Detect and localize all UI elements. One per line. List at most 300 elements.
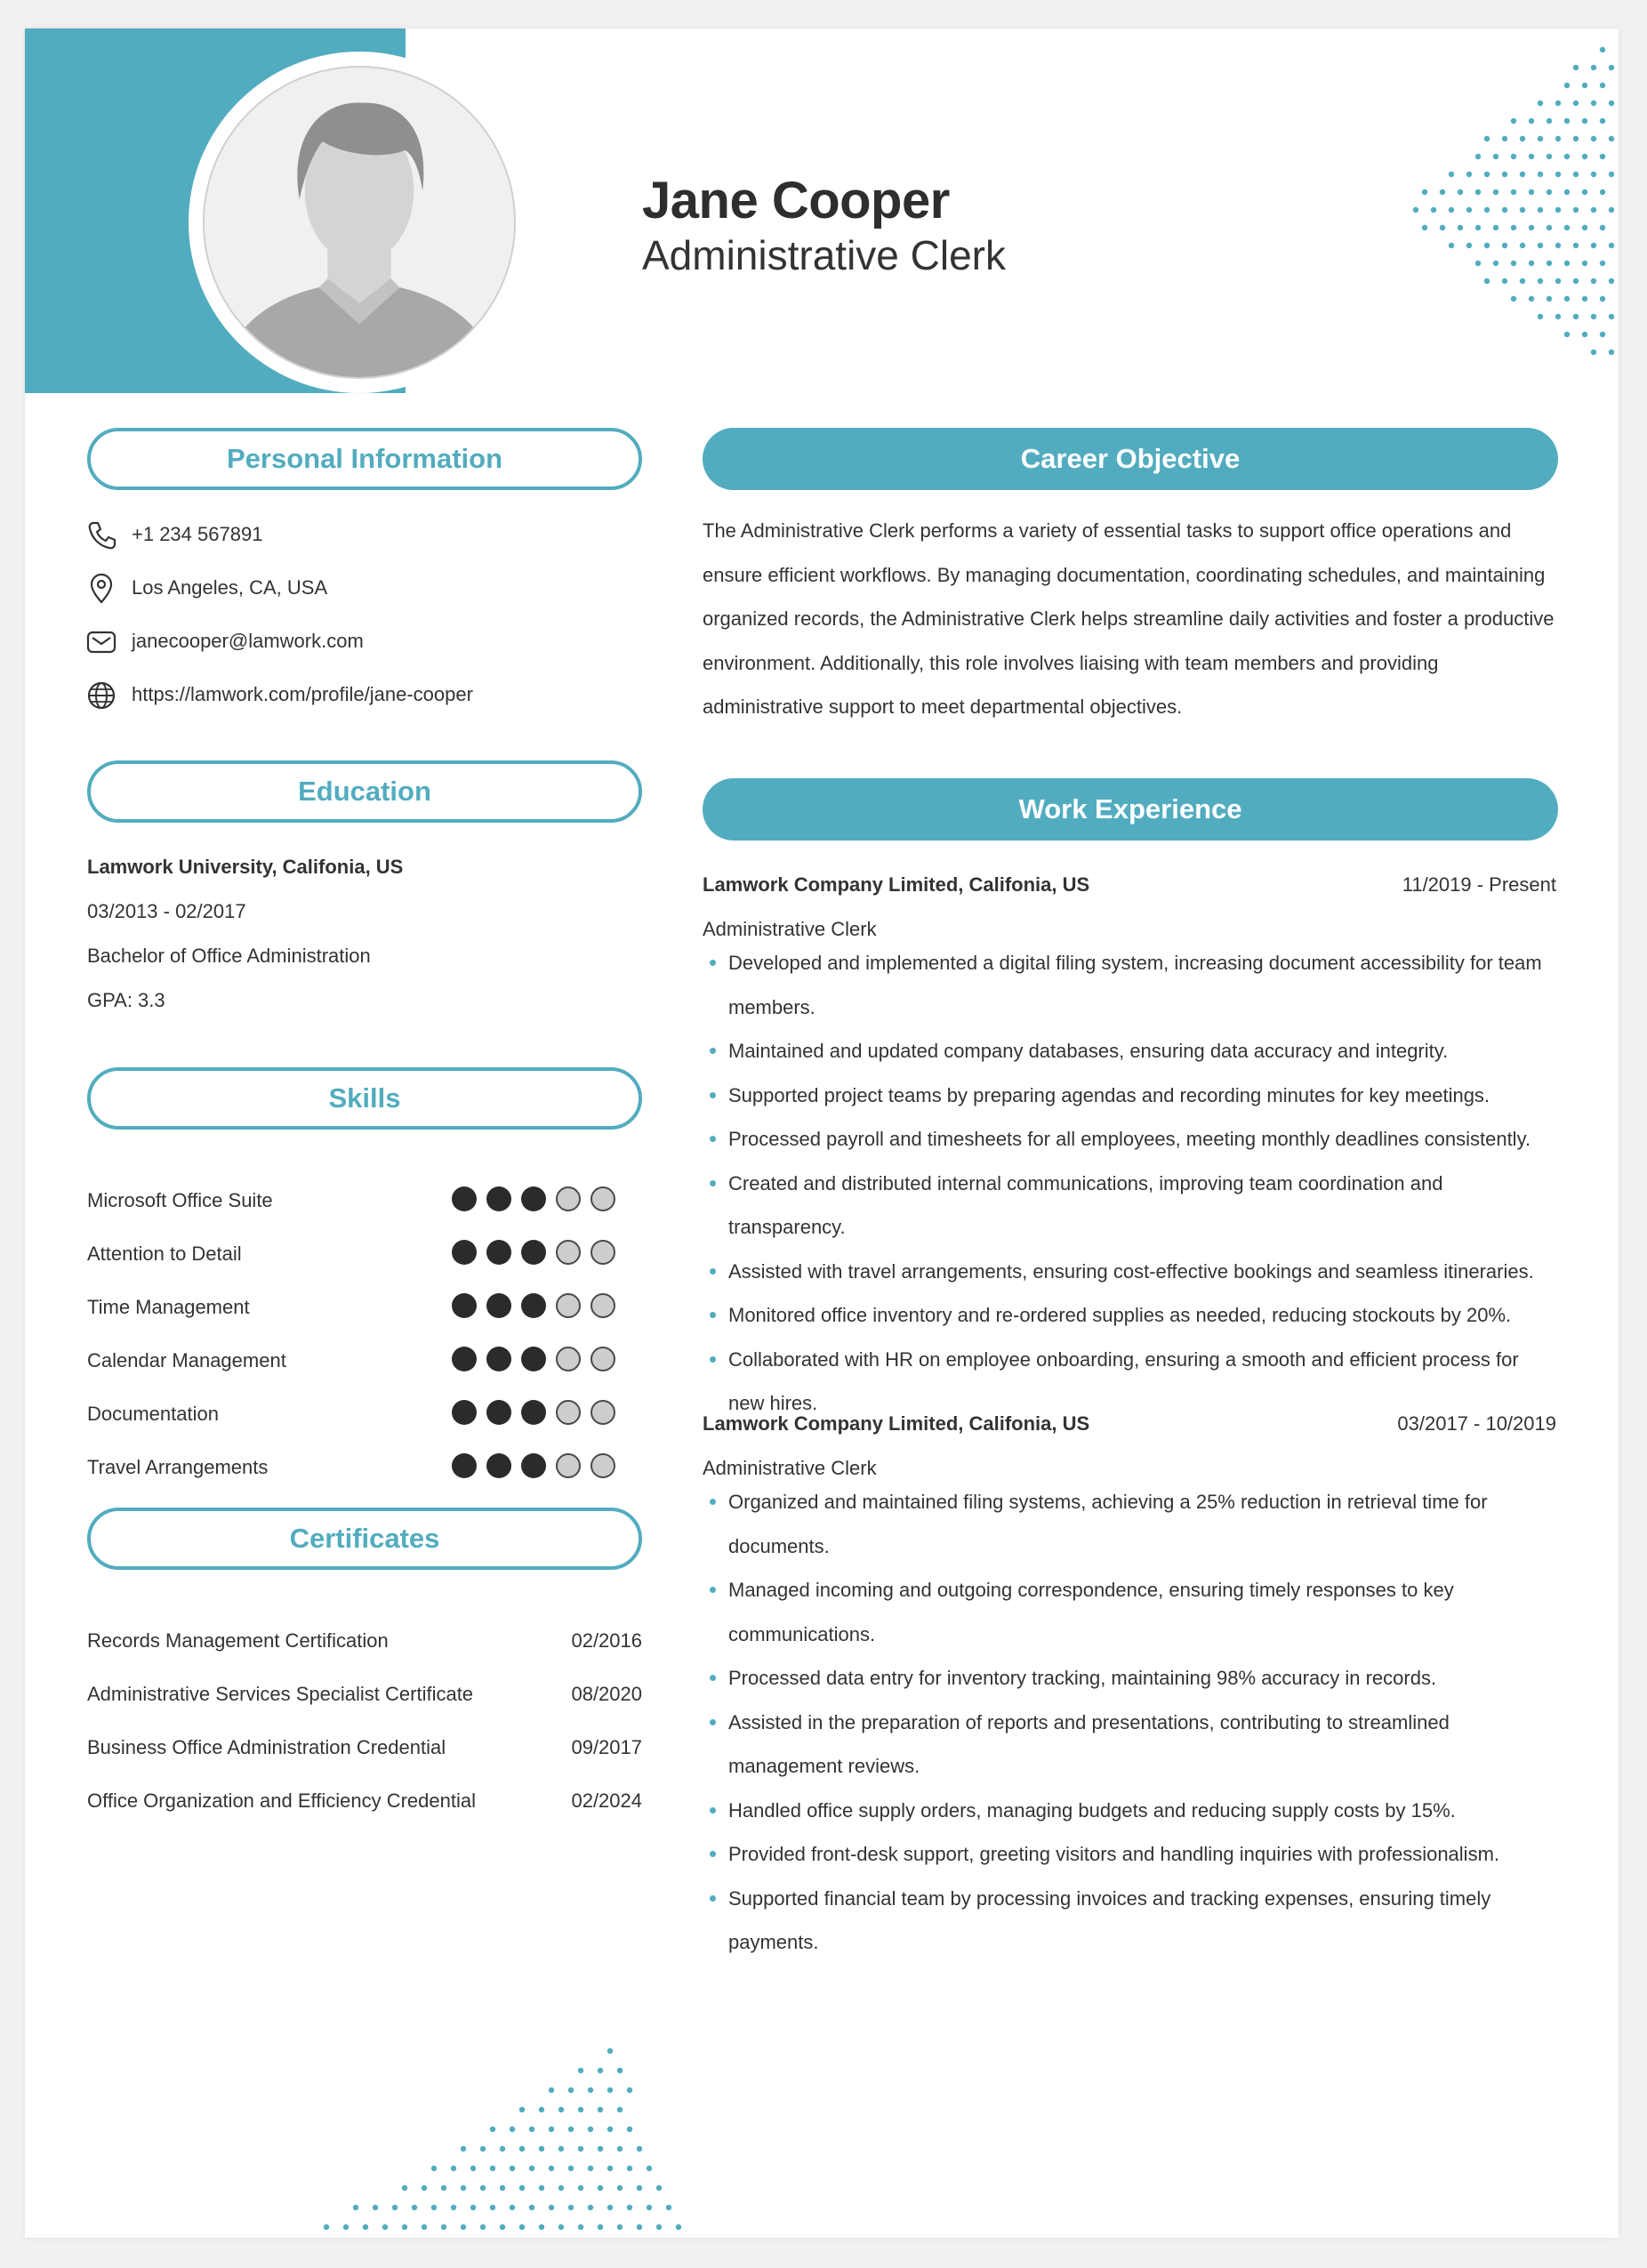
pattern-dot — [470, 2205, 476, 2210]
pattern-dot — [588, 2127, 593, 2132]
pattern-dot — [578, 2107, 583, 2112]
job-company: Lamwork Company Limited, Califonia, US — [703, 1412, 1090, 1435]
pattern-dot — [470, 2166, 476, 2171]
pattern-dot — [451, 2166, 456, 2171]
list-item: Created and distributed internal communications, improving team coordination and transparency. — [703, 1162, 1556, 1250]
phone-value: +1 234 567891 — [132, 523, 263, 545]
skill-rating — [452, 1453, 615, 1478]
pattern-dot — [1547, 154, 1552, 159]
pattern-dot — [1511, 225, 1516, 230]
pattern-dot — [1582, 261, 1587, 266]
pattern-dot — [1466, 172, 1472, 177]
list-item: Monitored office inventory and re-ordered supplies as needed, reducing stockouts by 20%. — [703, 1293, 1556, 1338]
pattern-dot — [607, 2205, 613, 2210]
pattern-dot — [1475, 225, 1481, 230]
pattern-dot — [353, 2205, 358, 2210]
decorative-dot-pattern-bottom — [274, 2047, 736, 2238]
skill-rating — [452, 1347, 615, 1371]
pattern-dot — [598, 2185, 603, 2191]
certificate-date: 02/2024 — [571, 1789, 642, 1812]
pattern-dot — [1555, 101, 1561, 106]
pattern-dot — [480, 2146, 486, 2151]
pattern-dot — [1609, 243, 1614, 248]
pattern-dot — [461, 2185, 466, 2191]
pattern-dot — [617, 2224, 623, 2230]
pattern-dot — [1502, 136, 1507, 141]
pattern-dot — [431, 2205, 437, 2210]
job-bullet-list — [703, 941, 1556, 1426]
pattern-dot — [1609, 207, 1614, 213]
pattern-dot — [519, 2185, 525, 2191]
pattern-dot — [558, 2224, 564, 2230]
pattern-dot — [1573, 243, 1579, 248]
pattern-dot — [1600, 296, 1605, 302]
pattern-dot — [1564, 83, 1570, 88]
rating-dot-filled — [521, 1453, 546, 1478]
pattern-dot — [637, 2146, 642, 2151]
skill-name: Time Management — [87, 1296, 250, 1318]
skill-name: Calendar Management — [87, 1349, 286, 1371]
list-item: Processed data entry for inventory tracking, maintaining 98% accuracy in records. — [703, 1656, 1556, 1701]
pattern-dot — [1466, 207, 1472, 213]
pattern-dot — [1538, 101, 1543, 106]
career-objective-heading: Career Objective — [703, 428, 1558, 490]
work-experience-heading: Work Experience — [703, 778, 1558, 840]
rating-dot-empty — [591, 1186, 615, 1211]
pattern-dot — [1529, 296, 1534, 302]
pattern-dot — [1582, 332, 1587, 337]
pattern-dot — [1547, 261, 1552, 266]
pattern-dot — [607, 2127, 613, 2132]
job-dates: 03/2017 - 10/2019 — [1397, 1412, 1556, 1435]
personal-information-heading: Personal Information — [87, 428, 642, 490]
pattern-dot — [422, 2185, 427, 2191]
pattern-dot — [588, 2087, 593, 2093]
pattern-dot — [1511, 261, 1516, 266]
certificates-heading: Certificates — [87, 1508, 642, 1570]
pattern-dot — [1449, 243, 1454, 248]
rating-dot-empty — [591, 1453, 615, 1478]
pattern-dot — [1564, 154, 1570, 159]
pattern-dot — [1582, 83, 1587, 88]
pattern-dot — [1538, 278, 1543, 284]
pattern-dot — [1591, 243, 1596, 248]
job-bullet-list — [703, 1480, 1556, 1965]
list-item: Processed payroll and timesheets for all employees, meeting monthly deadlines consistently. — [703, 1117, 1556, 1162]
pattern-dot — [1573, 65, 1579, 70]
pattern-dot — [1529, 118, 1534, 124]
pattern-dot — [1475, 261, 1481, 266]
pattern-dot — [598, 2068, 603, 2073]
skill-rating — [452, 1293, 615, 1318]
job-position: Administrative Clerk — [703, 1457, 877, 1479]
pattern-dot — [578, 2068, 583, 2073]
pattern-dot — [549, 2205, 554, 2210]
pattern-dot — [1573, 207, 1579, 213]
pattern-dot — [1502, 207, 1507, 213]
pattern-dot — [510, 2166, 515, 2171]
pattern-dot — [1573, 101, 1579, 106]
list-item: Organized and maintained filing systems, achieving a 25% reduction in retrieval time for documents. — [703, 1480, 1556, 1568]
person-silhouette-icon — [205, 68, 514, 377]
pattern-dot — [588, 2205, 593, 2210]
rating-dot-empty — [556, 1293, 581, 1318]
rating-dot-filled — [486, 1293, 511, 1318]
pattern-dot — [1449, 207, 1454, 213]
pattern-dot — [607, 2087, 613, 2093]
pattern-dot — [627, 2205, 632, 2210]
pattern-dot — [1458, 189, 1463, 195]
pattern-dot — [1538, 207, 1543, 213]
pattern-dot — [422, 2224, 427, 2230]
pattern-dot — [1582, 189, 1587, 195]
list-item: Handled office supply orders, managing budgets and reducing supply costs by 15%. — [703, 1789, 1556, 1833]
pattern-dot — [578, 2185, 583, 2191]
candidate-title: Administrative Clerk — [642, 232, 1006, 278]
rating-dot-filled — [452, 1453, 477, 1478]
pattern-dot — [1547, 118, 1552, 124]
pattern-dot — [1440, 189, 1445, 195]
pattern-dot — [1520, 243, 1525, 248]
pattern-dot — [1573, 136, 1579, 141]
pattern-dot — [1609, 314, 1614, 319]
pattern-dot — [1564, 189, 1570, 195]
list-item: Maintained and updated company databases, ensuring data accuracy and integrity. — [703, 1029, 1556, 1074]
pattern-dot — [402, 2185, 407, 2191]
rating-dot-filled — [452, 1293, 477, 1318]
job-company: Lamwork Company Limited, Califonia, US — [703, 873, 1090, 896]
certificate-name: Records Management Certification — [87, 1629, 389, 1652]
pattern-dot — [1466, 243, 1472, 248]
pattern-dot — [1600, 47, 1605, 52]
pattern-dot — [441, 2185, 446, 2191]
pattern-dot — [1493, 261, 1498, 266]
certificate-date: 09/2017 — [571, 1736, 642, 1758]
skill-name: Microsoft Office Suite — [87, 1189, 273, 1211]
pattern-dot — [1529, 261, 1534, 266]
pattern-dot — [1502, 278, 1507, 284]
pattern-dot — [1555, 172, 1561, 177]
pattern-dot — [1564, 225, 1570, 230]
certificate-date: 02/2016 — [571, 1629, 642, 1652]
pattern-dot — [500, 2224, 505, 2230]
pattern-dot — [1564, 118, 1570, 124]
pattern-dot — [617, 2146, 623, 2151]
skill-name: Travel Arrangements — [87, 1456, 269, 1478]
pattern-dot — [529, 2127, 534, 2132]
pattern-dot — [431, 2166, 437, 2171]
pattern-dot — [373, 2205, 378, 2210]
rating-dot-filled — [521, 1186, 546, 1211]
pattern-dot — [1573, 172, 1579, 177]
rating-dot-empty — [591, 1347, 615, 1371]
pattern-dot — [539, 2185, 544, 2191]
certificate-name: Business Office Administration Credential — [87, 1736, 446, 1758]
rating-dot-empty — [591, 1240, 615, 1265]
pattern-dot — [1511, 154, 1516, 159]
pattern-dot — [1573, 278, 1579, 284]
pattern-dot — [1582, 154, 1587, 159]
pattern-dot — [1600, 189, 1605, 195]
pattern-dot — [1591, 314, 1596, 319]
rating-dot-filled — [452, 1186, 477, 1211]
pattern-dot — [647, 2205, 652, 2210]
pattern-dot — [529, 2166, 534, 2171]
education-degree: Bachelor of Office Administration — [87, 945, 371, 967]
pattern-dot — [1520, 207, 1525, 213]
pattern-dot — [1600, 118, 1605, 124]
pattern-dot — [1484, 243, 1490, 248]
pattern-dot — [510, 2205, 515, 2210]
pattern-dot — [1484, 207, 1490, 213]
list-item: Assisted in the preparation of reports and presentations, contributing to streamlined management reviews. — [703, 1701, 1556, 1789]
skill-rating — [452, 1400, 615, 1425]
rating-dot-filled — [486, 1240, 511, 1265]
pattern-dot — [1529, 189, 1534, 195]
pattern-dot — [676, 2224, 681, 2230]
avatar — [203, 66, 516, 379]
location-value: Los Angeles, CA, USA — [132, 576, 328, 599]
pattern-dot — [1475, 154, 1481, 159]
pattern-dot — [519, 2107, 525, 2112]
pattern-dot — [568, 2166, 574, 2171]
pattern-dot — [480, 2185, 486, 2191]
pattern-dot — [1609, 278, 1614, 284]
pattern-dot — [343, 2224, 349, 2230]
pattern-dot — [1449, 172, 1454, 177]
list-item: Assisted with travel arrangements, ensuring cost-effective bookings and seamless itineraries. — [703, 1250, 1556, 1294]
pattern-dot — [617, 2068, 623, 2073]
pattern-dot — [1475, 189, 1481, 195]
pattern-dot — [1422, 189, 1427, 195]
email-value[interactable]: janecooper@lamwork.com — [132, 630, 364, 652]
pattern-dot — [1484, 136, 1490, 141]
envelope-icon — [85, 626, 117, 658]
pattern-dot — [1600, 225, 1605, 230]
pattern-dot — [588, 2166, 593, 2171]
pattern-dot — [1538, 314, 1543, 319]
pattern-dot — [1502, 243, 1507, 248]
website-link[interactable]: https://lamwork.com/profile/jane-cooper — [132, 683, 473, 705]
pattern-dot — [666, 2205, 671, 2210]
pattern-dot — [1538, 172, 1543, 177]
list-item: Provided front-desk support, greeting visitors and handling inquiries with professionalism. — [703, 1832, 1556, 1877]
list-item: Managed incoming and outgoing correspondence, ensuring timely responses to key communications. — [703, 1568, 1556, 1656]
pattern-dot — [1564, 296, 1570, 302]
certificate-name: Administrative Services Specialist Certificate — [87, 1683, 474, 1705]
pattern-dot — [1493, 189, 1498, 195]
pattern-dot — [1609, 172, 1614, 177]
resume-page — [25, 28, 1619, 2238]
pattern-dot — [1493, 225, 1498, 230]
pattern-dot — [1555, 314, 1561, 319]
list-item: Developed and implemented a digital filing system, increasing document accessibility for team members. — [703, 941, 1556, 1029]
pattern-dot — [1511, 189, 1516, 195]
pattern-dot — [1538, 243, 1543, 248]
pattern-dot — [382, 2224, 388, 2230]
pattern-dot — [1555, 278, 1561, 284]
pattern-dot — [441, 2224, 446, 2230]
pattern-dot — [1591, 65, 1596, 70]
pattern-dot — [1555, 207, 1561, 213]
pattern-dot — [568, 2205, 574, 2210]
pattern-dot — [1493, 154, 1498, 159]
education-dates: 03/2013 - 02/2017 — [87, 900, 246, 922]
pattern-dot — [324, 2224, 329, 2230]
pattern-dot — [1600, 332, 1605, 337]
pattern-dot — [568, 2087, 574, 2093]
pattern-dot — [1547, 296, 1552, 302]
pattern-dot — [510, 2127, 515, 2132]
education-school: Lamwork University, Califonia, US — [87, 856, 404, 878]
pattern-dot — [1458, 225, 1463, 230]
rating-dot-filled — [521, 1400, 546, 1425]
pattern-dot — [1555, 136, 1561, 141]
pattern-dot — [1529, 154, 1534, 159]
pattern-dot — [549, 2127, 554, 2132]
job-position: Administrative Clerk — [703, 918, 877, 940]
pattern-dot — [539, 2146, 544, 2151]
pattern-dot — [1413, 207, 1418, 213]
pattern-dot — [1609, 136, 1614, 141]
rating-dot-filled — [521, 1347, 546, 1371]
pattern-dot — [558, 2185, 564, 2191]
pattern-dot — [1591, 350, 1596, 355]
pattern-dot — [1600, 154, 1605, 159]
pattern-dot — [461, 2146, 466, 2151]
pattern-dot — [1511, 118, 1516, 124]
skill-name: Attention to Detail — [87, 1243, 242, 1265]
pattern-dot — [558, 2146, 564, 2151]
skill-name: Documentation — [87, 1403, 219, 1425]
pattern-dot — [568, 2127, 574, 2132]
pattern-dot — [1520, 136, 1525, 141]
pattern-dot — [1422, 225, 1427, 230]
pattern-dot — [598, 2224, 603, 2230]
pattern-dot — [656, 2185, 662, 2191]
pattern-dot — [490, 2127, 495, 2132]
decorative-dot-pattern-top — [1359, 28, 1619, 366]
pattern-dot — [1591, 101, 1596, 106]
rating-dot-empty — [556, 1453, 581, 1478]
pattern-dot — [647, 2166, 652, 2171]
pattern-dot — [480, 2224, 486, 2230]
pattern-dot — [637, 2224, 642, 2230]
pattern-dot — [461, 2224, 466, 2230]
pattern-dot — [637, 2185, 642, 2191]
rating-dot-empty — [556, 1347, 581, 1371]
pattern-dot — [1555, 243, 1561, 248]
pattern-dot — [617, 2107, 623, 2112]
rating-dot-empty — [556, 1240, 581, 1265]
pattern-dot — [578, 2224, 583, 2230]
pattern-dot — [1547, 189, 1552, 195]
pattern-dot — [607, 2048, 613, 2054]
rating-dot-filled — [486, 1453, 511, 1478]
pattern-dot — [1484, 172, 1490, 177]
pattern-dot — [451, 2205, 456, 2210]
pattern-dot — [1582, 225, 1587, 230]
skill-rating — [452, 1240, 615, 1265]
pattern-dot — [1591, 207, 1596, 213]
pattern-dot — [1582, 296, 1587, 302]
rating-dot-filled — [452, 1240, 477, 1265]
pattern-dot — [598, 2107, 603, 2112]
pattern-dot — [1529, 225, 1534, 230]
globe-icon — [85, 680, 117, 712]
pattern-dot — [529, 2205, 534, 2210]
pattern-dot — [549, 2166, 554, 2171]
skill-rating — [452, 1186, 615, 1211]
rating-dot-empty — [556, 1400, 581, 1425]
rating-dot-empty — [591, 1400, 615, 1425]
rating-dot-filled — [486, 1186, 511, 1211]
pattern-dot — [1609, 101, 1614, 106]
rating-dot-filled — [486, 1400, 511, 1425]
certificate-name: Office Organization and Efficiency Credential — [87, 1789, 476, 1812]
education-gpa: GPA: 3.3 — [87, 989, 165, 1011]
pattern-dot — [490, 2166, 495, 2171]
list-item: Collaborated with HR on employee onboarding, ensuring a smooth and efficient process for new hires. — [703, 1338, 1556, 1426]
pattern-dot — [490, 2205, 495, 2210]
pattern-dot — [1609, 65, 1614, 70]
rating-dot-filled — [521, 1240, 546, 1265]
rating-dot-filled — [452, 1400, 477, 1425]
pattern-dot — [617, 2185, 623, 2191]
pattern-dot — [1573, 314, 1579, 319]
pattern-dot — [607, 2166, 613, 2171]
pattern-dot — [1538, 136, 1543, 141]
pattern-dot — [598, 2146, 603, 2151]
pattern-dot — [1564, 332, 1570, 337]
career-objective-text: The Administrative Clerk performs a variety of essential tasks to support office operations and ensure efficient workflows. By managing documentation, coordinating schedules, and maintaining organized records, the Administrative Clerk helps streamline daily activities and foster a productive environment. Additionally, this role involves liaising with team members and providing administrative support to meet departmental objectives. — [703, 519, 1555, 718]
pattern-dot — [412, 2205, 417, 2210]
pattern-dot — [392, 2205, 398, 2210]
list-item: Supported project teams by preparing agendas and recording minutes for key meetings. — [703, 1074, 1556, 1118]
rating-dot-filled — [486, 1347, 511, 1371]
certificate-date: 08/2020 — [571, 1683, 642, 1705]
candidate-name: Jane Cooper — [642, 172, 950, 229]
list-item: Supported financial team by processing invoices and tracking expenses, ensuring timely payments. — [703, 1877, 1556, 1965]
pattern-dot — [1520, 172, 1525, 177]
pattern-dot — [519, 2146, 525, 2151]
pattern-dot — [1591, 136, 1596, 141]
pattern-dot — [627, 2166, 632, 2171]
pattern-dot — [627, 2127, 632, 2132]
pattern-dot — [1484, 278, 1490, 284]
education-heading: Education — [87, 760, 642, 823]
pattern-dot — [363, 2224, 368, 2230]
pattern-dot — [1547, 225, 1552, 230]
phone-icon — [85, 519, 117, 551]
rating-dot-filled — [452, 1347, 477, 1371]
pattern-dot — [558, 2107, 564, 2112]
pattern-dot — [500, 2146, 505, 2151]
pattern-dot — [1520, 278, 1525, 284]
location-pin-icon — [85, 573, 117, 605]
pattern-dot — [1609, 350, 1614, 355]
pattern-dot — [656, 2224, 662, 2230]
pattern-dot — [539, 2107, 544, 2112]
pattern-dot — [1591, 278, 1596, 284]
pattern-dot — [578, 2146, 583, 2151]
pattern-dot — [539, 2224, 544, 2230]
pattern-dot — [1564, 261, 1570, 266]
pattern-dot — [500, 2185, 505, 2191]
pattern-dot — [1502, 172, 1507, 177]
pattern-dot — [1511, 296, 1516, 302]
job-dates: 11/2019 - Present — [1402, 873, 1556, 896]
